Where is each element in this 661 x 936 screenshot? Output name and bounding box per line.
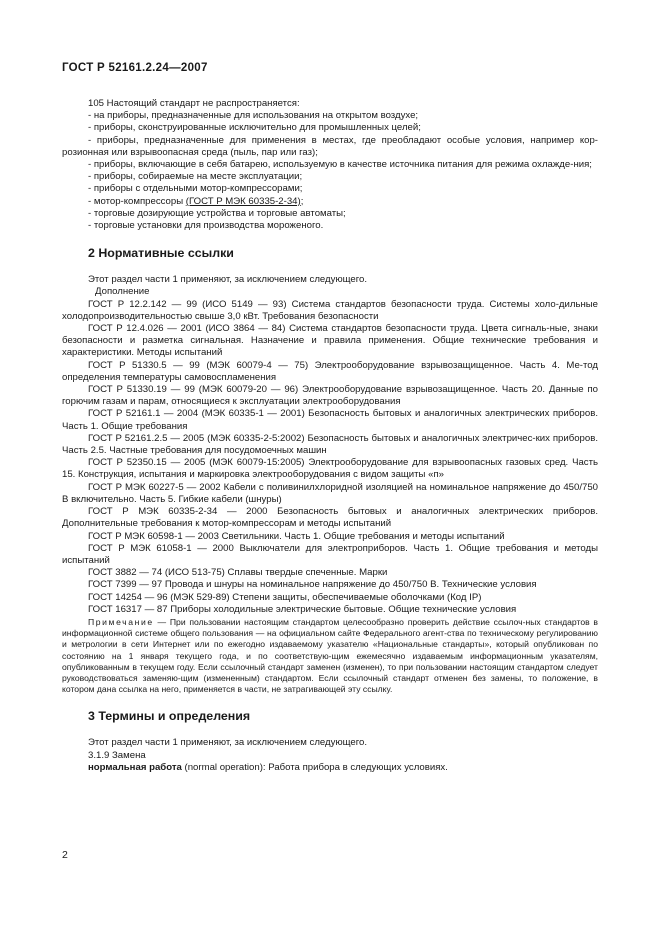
section-3-definition (62, 762, 598, 774)
section-2-addition: Дополнение (95, 286, 150, 298)
note-text: — При пользовании настоящим стандартом целесообразно проверить действие ссылоч-ных стандартов в информационной системе общего пользования — на официальном сайте Федерального агент-ства по техническому регулированию и метрологии в сети Интернет или по ежегодно издаваемому указателю «Национальные стандарты», который опубликован по состоянию на 1 января текущего года, и по соответствую-щим ежемесячно издаваемым информационным указателям, опубликованным в текущем году. Если ссылочный стандарт заменен (изменен), то при пользовании настоящим стандартом следует руководствоваться заменяю-щим (измененным) стандартом. Если ссылочный стандарт отменен без замены, то положение, в котором дана ссылка на него, применяется в части, не затрагивающей эту ссылку. (62, 616, 598, 695)
scope-item-1: - на приборы, предназначенные для использования на открытом воздухе; (88, 110, 419, 122)
scope-item-6: - приборы с отдельными мотор-компрессорами; (88, 183, 303, 195)
scope-lead: 105 Настоящий стандарт не распространяется: (88, 98, 300, 109)
scope-item-8: - торговые дозирующие устройства и торговые автоматы; (88, 207, 346, 219)
scope-item-7-prefix: - мотор-компрессоры (88, 195, 186, 207)
document-code-header: ГОСТ Р 52161.2.24—2007 (62, 62, 208, 74)
page-content (62, 98, 598, 774)
reference-item-13: ГОСТ 7399 — 97 Провода и шнуры на номинальное напряжение до 450/750 В. Технические условия (88, 579, 537, 591)
reference-item-14: ГОСТ 14254 — 96 (МЭК 529-89) Степени защиты, обеспечиваемые оболочками (Код IP) (88, 591, 482, 603)
reference-item-7: ГОСТ Р 52350.15 — 2005 (МЭК 60079-15:2005) Электрооборудование для взрывоопасных газовых сред. Часть 15. Конструкция, испытания и маркировка электрооборудования с видом защиты «п» (62, 457, 598, 481)
reference-item-8: ГОСТ Р МЭК 60227-5 — 2002 Кабели с поливинилхлоридной изоляцией на номинальное напряжение до 450/750 В включительно. Часть 5. Гибкие кабели (шнуры) (62, 481, 598, 505)
note-label: Примечание (88, 616, 154, 627)
reference-item-3: ГОСТ Р 51330.5 — 99 (МЭК 60079-4 — 75) Электрооборудование взрывозащищенное. Часть 4. Ме-тод определения температуры самовоспламенения (62, 359, 598, 383)
reference-item-12: ГОСТ 3882 — 74 (ИСО 513-75) Сплавы твердые спеченные. Марки (88, 567, 388, 579)
reference-item-10: ГОСТ Р МЭК 60598-1 — 2003 Светильники. Часть 1. Общие требования и методы испытаний (88, 530, 505, 542)
section-2-intro: Этот раздел части 1 применяют, за исключением следующего. (88, 274, 368, 286)
definition-text: (normal operation): Работа прибора в следующих условиях. (181, 761, 448, 773)
section-3-clause: 3.1.9 Замена (88, 749, 146, 761)
section-3-heading: 3 Термины и определения (88, 709, 251, 724)
scope-item-3: - приборы, предназначенные для применения в местах, где преобладают особые условия, например кор-розионная или взрывоопасная среда (пыль, пар или газ); (62, 134, 598, 158)
defined-term: нормальная работа (88, 761, 182, 773)
scope-item-9: - торговые установки для производства мороженого. (88, 220, 324, 232)
reference-item-5: ГОСТ Р 52161.1 — 2004 (МЭК 60335-1 — 2001) Безопасность бытовых и аналогичных электрических приборов. Часть 1. Общие требования (62, 408, 598, 432)
scope-item-7-link[interactable]: (ГОСТ Р МЭК 60335-2-34) (185, 195, 301, 207)
reference-item-2: ГОСТ Р 12.4.026 — 2001 (ИСО 3864 — 84) Система стандартов безопасности труда. Цвета сигналь-ные, знаки безопасности и разметка сигнальная. Назначение и правила применения. Общие технические требования и характеристики. Методы испытаний (62, 323, 598, 359)
section-2-note (62, 617, 598, 695)
reference-item-4: ГОСТ Р 51330.19 — 99 (МЭК 60079-20 — 96) Электрооборудование взрывозащищенное. Часть 20. Данные по горючим газам и парам, относящиеся к эксплуатации электрооборудования (62, 384, 598, 408)
reference-item-11: ГОСТ Р МЭК 61058-1 — 2000 Выключатели для электроприборов. Часть 1. Общие требования и методы испытаний (62, 542, 598, 566)
reference-item-1: ГОСТ Р 12.2.142 — 99 (ИСО 5149 — 93) Система стандартов безопасности труда. Системы холо-дильные холодопроизводительностью свыше 3,0 кВт. Требования безопасности (62, 298, 598, 322)
scope-item-4: - приборы, включающие в себя батарею, используемую в качестве источника питания для режима охлажде-ния; (88, 159, 592, 171)
scope-item-2: - приборы, сконструированные исключительно для промышленных целей; (88, 122, 421, 134)
scope-item-7 (62, 196, 598, 208)
section-2-heading: 2 Нормативные ссылки (88, 246, 234, 261)
reference-item-15: ГОСТ 16317 — 87 Приборы холодильные электрические бытовые. Общие технические условия (88, 603, 517, 615)
scope-item-7-suffix: ; (300, 195, 304, 207)
reference-item-6: ГОСТ Р 52161.2.5 — 2005 (МЭК 60335-2-5:2002) Безопасность бытовых и аналогичных электричес-ких приборов. Часть 2.5. Частные требования для посудомоечных машин (62, 432, 598, 457)
page-number: 2 (62, 849, 68, 861)
scope-item-5: - приборы, собираемые на месте эксплуатации; (88, 171, 303, 183)
reference-item-9: ГОСТ Р МЭК 60335-2-34 — 2000 Безопасность бытовых и аналогичных электрических приборов. Дополнительные требования к мотор-компрессорам и методы испытаний (62, 506, 598, 530)
section-3-intro: Этот раздел части 1 применяют, за исключением следующего. (88, 737, 368, 749)
